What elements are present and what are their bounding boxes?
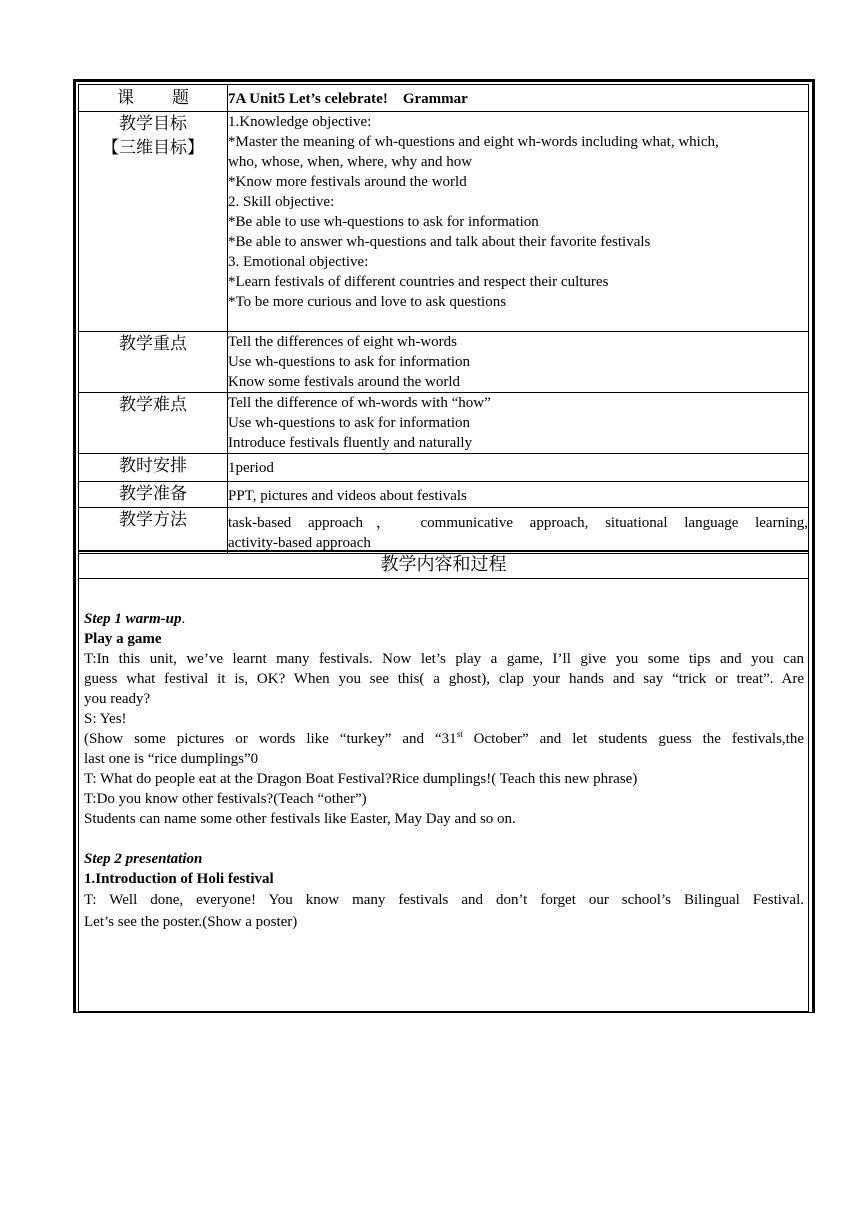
paragraph-line: Let’s see the poster.(Show a poster): [84, 914, 298, 930]
paragraph-line: T: What do people eat at the Dragon Boat Festival?Rice dumplings!( Teach this new phrase): [84, 771, 638, 787]
row-methods: [79, 508, 809, 554]
objective-line: *To be more curious and love to ask questions: [228, 294, 507, 310]
methods-line: activity-based approach: [228, 535, 371, 551]
paragraph-line: Students can name some other festivals like Easter, May Day and so on.: [84, 811, 516, 827]
label-objectives-1: 教学目标: [119, 114, 187, 134]
teaching-process: [84, 609, 804, 933]
step2-title: Step 2 presentation: [84, 851, 203, 867]
row-key-points: [79, 332, 809, 393]
objective-line: 1.Knowledge objective:: [228, 114, 372, 130]
step1-title: Step 1 warm-up: [84, 611, 182, 627]
paragraph-line: T:Do you know other festivals?(Teach “other”): [84, 791, 367, 807]
row-difficulties: [79, 393, 809, 454]
difficulty-line: Use wh-questions to ask for information: [228, 415, 471, 431]
difficulty-line: Tell the difference of wh-words with “how”: [228, 395, 491, 411]
key-point-line: Know some festivals around the world: [228, 374, 461, 390]
superscript-st: st: [456, 729, 463, 739]
label-preparation: 教学准备: [79, 482, 228, 508]
objective-line: *Be able to use wh-questions to ask for information: [228, 214, 539, 230]
label-objectives-2: 【三维目标】: [102, 138, 204, 158]
difficulty-line: Introduce festivals fluently and naturally: [228, 435, 473, 451]
paragraph-line: T:In this unit, we’ve learnt many festivals. Now let’s play a game, I’ll give you some tips and you can: [84, 651, 804, 667]
label-topic-b: 题: [172, 88, 189, 108]
lesson-plan-table: [78, 84, 809, 554]
methods-line: task-based approach， communicative approach, situational language learning,: [228, 515, 808, 531]
game-title: Play a game: [84, 631, 162, 647]
row-objectives: [79, 112, 809, 332]
paragraph-line: [84, 729, 804, 749]
objective-line: who, whose, when, where, why and how: [228, 154, 473, 170]
step1-period: .: [181, 611, 186, 627]
objectives-list: [228, 112, 809, 332]
paragraph-line: T: Well done, everyone! You know many festivals and don’t forget our school’s Bilingual Festival.: [84, 892, 804, 908]
label-methods: 教学方法: [79, 508, 228, 554]
methods-value: [228, 508, 809, 554]
objective-line: *Know more festivals around the world: [228, 174, 467, 190]
paragraph-line: last one is “rice dumplings”0: [84, 751, 259, 767]
schedule-value: 1period: [228, 454, 809, 482]
paragraph-line: S: Yes!: [84, 711, 127, 727]
paragraph-line: guess what festival it is, OK? When you see this( a ghost), clap your hands and say “trick or treat”. Are: [84, 671, 804, 687]
paragraph-line: you ready?: [84, 691, 151, 707]
objective-line: *Be able to answer wh-questions and talk about their favorite festivals: [228, 234, 651, 250]
section-title: 教学内容和过程: [78, 550, 809, 579]
topic-value: 7A Unit5 Let’s celebrate! Grammar: [228, 85, 809, 112]
row-preparation: [79, 482, 809, 508]
key-point-line: Tell the differences of eight wh-words: [228, 334, 458, 350]
label-objectives: [79, 112, 228, 332]
show-text-b: October” and let students guess the festivals,the: [462, 731, 804, 747]
label-schedule: 教时安排: [79, 454, 228, 482]
key-points-list: [228, 332, 809, 393]
objective-line: *Master the meaning of wh-questions and eight wh-words including what, which,: [228, 134, 719, 150]
objective-line: 2. Skill objective:: [228, 194, 335, 210]
preparation-value: PPT, pictures and videos about festivals: [228, 482, 809, 508]
row-schedule: [79, 454, 809, 482]
label-topic: [79, 85, 228, 112]
key-point-line: Use wh-questions to ask for information: [228, 354, 471, 370]
difficulties-list: [228, 393, 809, 454]
objective-line: 3. Emotional objective:: [228, 254, 369, 270]
row-topic: [79, 85, 809, 112]
label-topic-a: 课: [117, 88, 134, 108]
label-difficulties: 教学难点: [79, 393, 228, 454]
holi-title: 1.Introduction of Holi festival: [84, 871, 274, 887]
show-text-a: (Show some pictures or words like “turkey” and “31: [84, 731, 457, 747]
label-key-points: 教学重点: [79, 332, 228, 393]
objective-line: *Learn festivals of different countries and respect their cultures: [228, 274, 609, 290]
